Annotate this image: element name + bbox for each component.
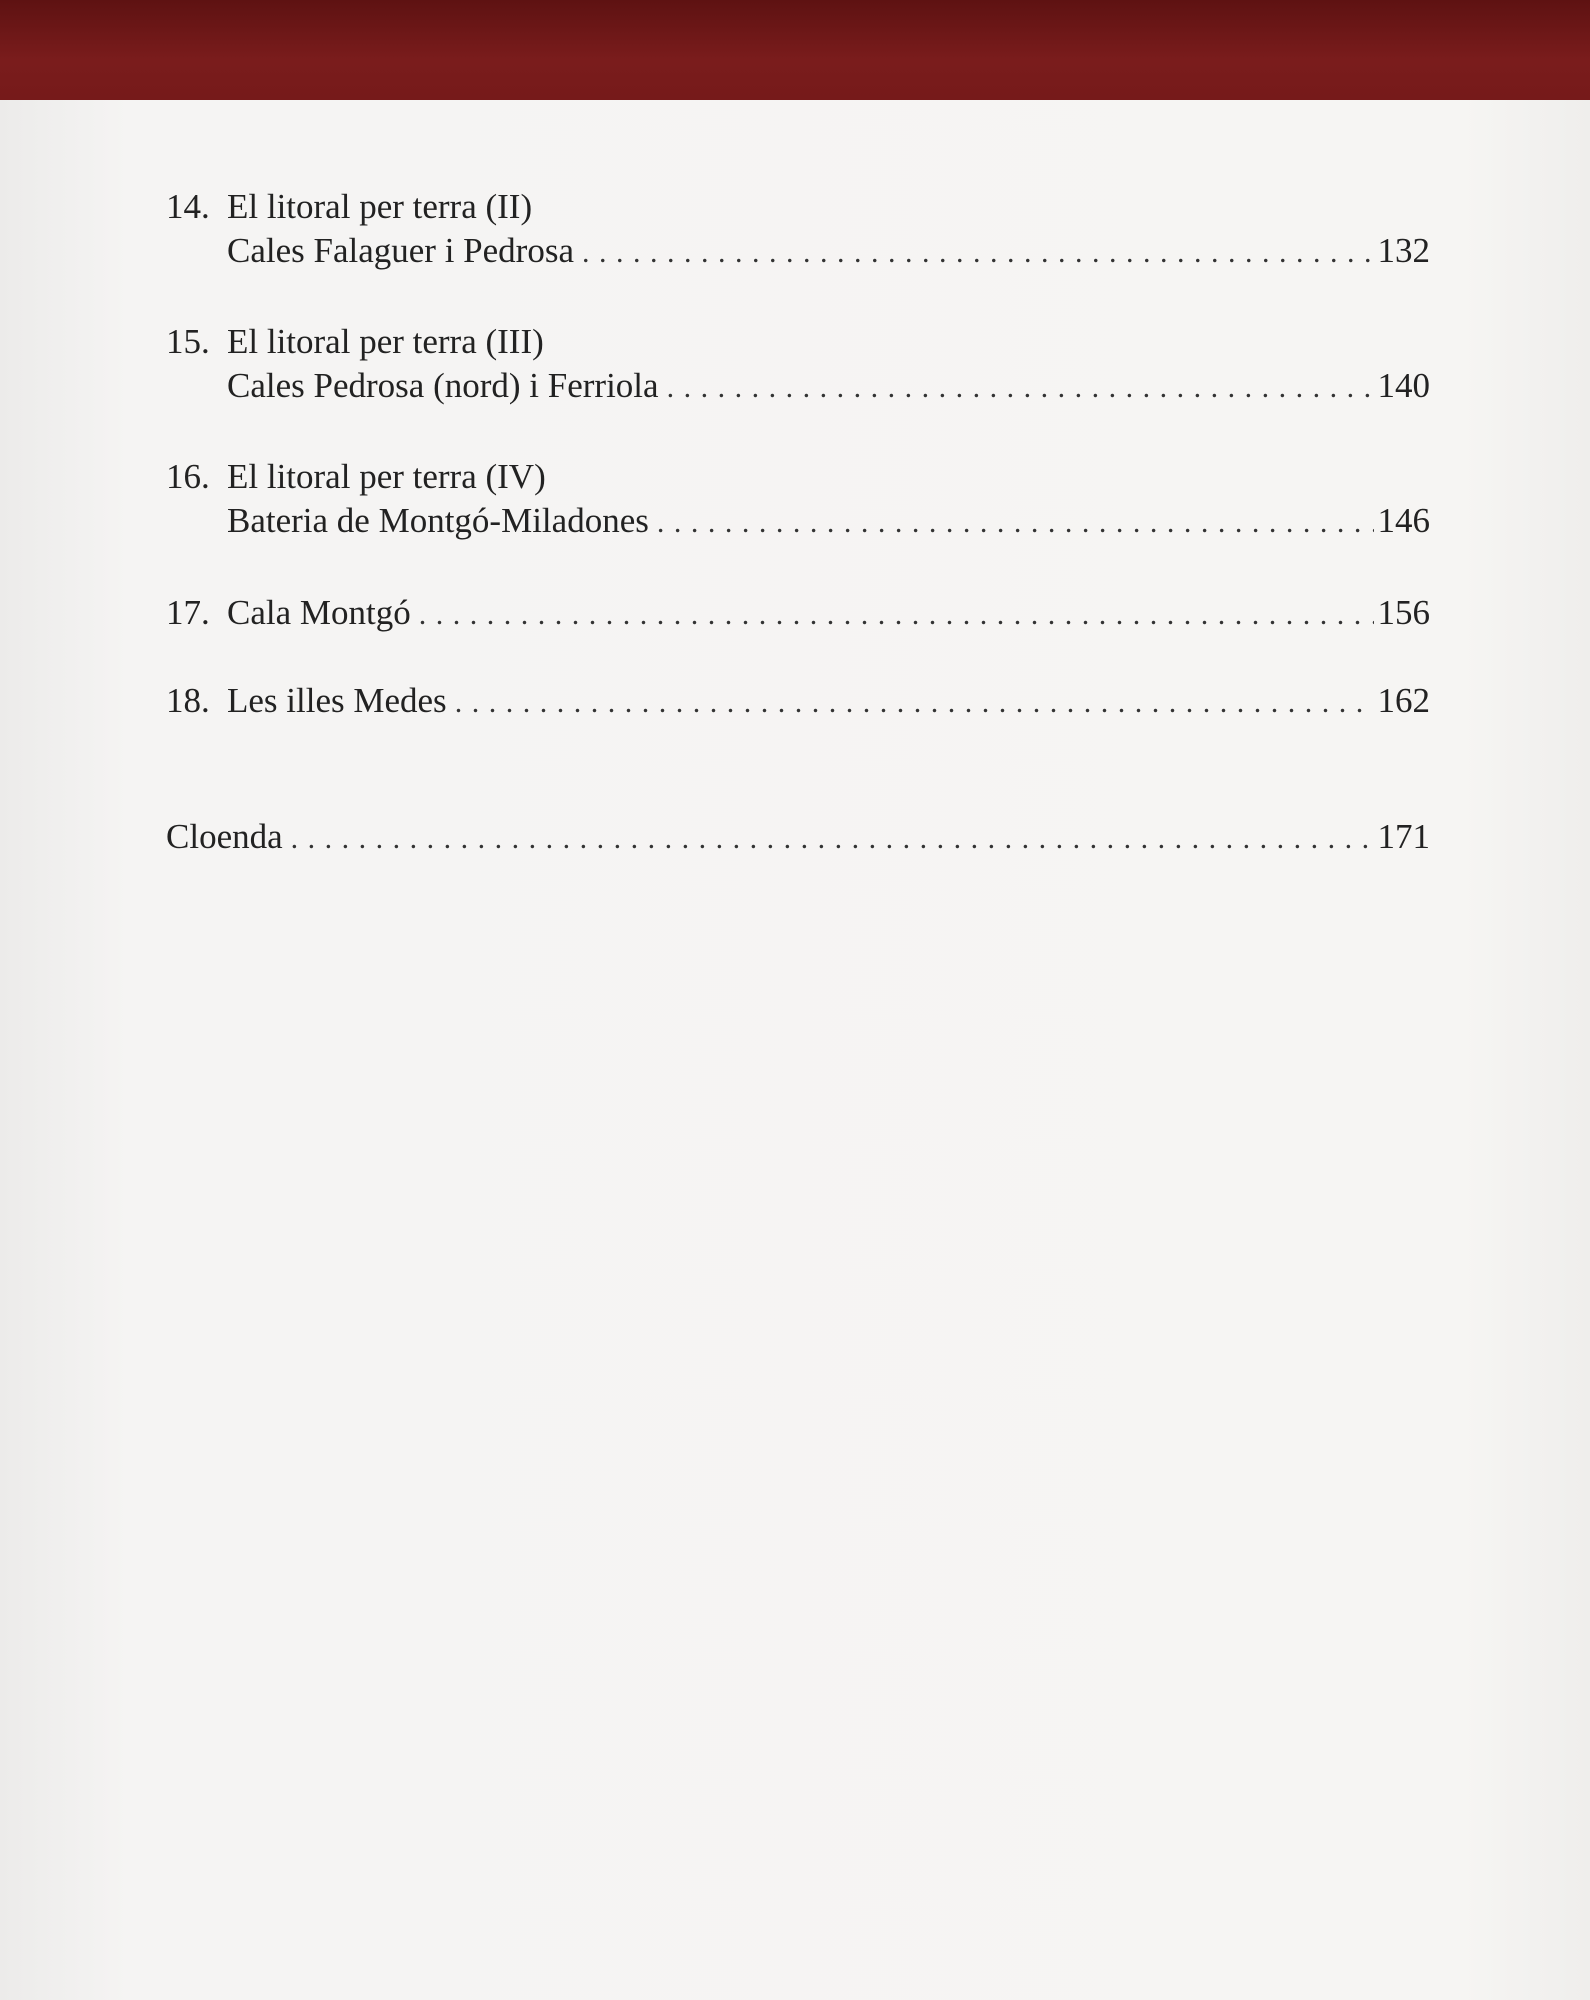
toc-entry-line (166, 679, 1430, 725)
toc-entry-number: 14. (166, 187, 210, 226)
toc-entry-title: Cala Montgó (227, 593, 411, 632)
toc-entry-number: 18. (166, 681, 210, 720)
toc-page-number: 162 (1377, 681, 1430, 720)
toc-entry-18 (166, 679, 1430, 725)
toc-entry-line (166, 229, 1430, 275)
toc-entry-heading (166, 591, 411, 635)
dot-leader (667, 366, 1374, 410)
toc-entry-heading (166, 320, 1430, 364)
dot-leader (582, 231, 1374, 275)
toc-entry-title: El litoral per terra (III) (227, 322, 544, 361)
toc-entry-number: 15. (166, 322, 210, 361)
toc-entry-subtitle: Bateria de Montgó-Miladones (227, 501, 649, 540)
toc-entry-cloenda (166, 815, 1430, 861)
dot-leader (657, 501, 1374, 545)
toc-entry-heading (166, 679, 447, 723)
toc-entry-title: El litoral per terra (II) (227, 187, 533, 226)
toc-entry-title: Cloenda (166, 817, 283, 856)
toc-entry-heading (166, 455, 1430, 499)
toc-page-number: 140 (1377, 366, 1430, 405)
toc-entry-line (166, 364, 1430, 410)
toc-entry-number: 16. (166, 457, 210, 496)
toc-page-number: 171 (1377, 817, 1430, 856)
toc-entry-number: 17. (166, 593, 210, 632)
toc-entry-15 (166, 320, 1430, 410)
toc-entry-heading (166, 185, 1430, 229)
toc-page-number: 156 (1377, 593, 1430, 632)
toc-entry-14 (166, 185, 1430, 275)
toc-entry-line (166, 499, 1430, 545)
toc-entry-line (166, 815, 1430, 861)
dot-leader (419, 593, 1374, 637)
toc-entry-title: Les illes Medes (227, 681, 447, 720)
top-color-band (0, 0, 1590, 100)
toc-entry-line (166, 591, 1430, 637)
toc-entry-subtitle: Cales Pedrosa (nord) i Ferriola (227, 366, 659, 405)
toc-page-number: 132 (1377, 231, 1430, 270)
toc-entry-subtitle: Cales Falaguer i Pedrosa (227, 231, 574, 270)
toc-page-number: 146 (1377, 501, 1430, 540)
dot-leader (291, 817, 1374, 861)
dot-leader (455, 681, 1374, 725)
toc-entry-16 (166, 455, 1430, 545)
toc-entry-title: El litoral per terra (IV) (227, 457, 546, 496)
toc-entry-17 (166, 591, 1430, 637)
